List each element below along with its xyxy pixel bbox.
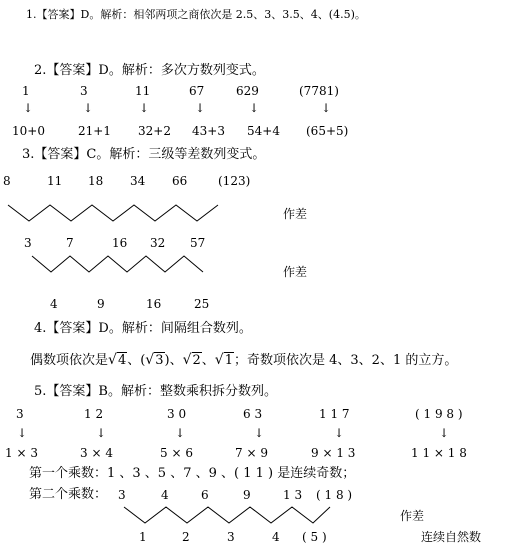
- item1-text: 1.【答案】D。解析：相邻两项之商依次是 2.5、3、3.5、4、(4.5)。: [26, 8, 366, 21]
- item2-top-1: 1: [22, 84, 30, 98]
- down-arrow-icon: ↓: [96, 426, 107, 440]
- item2-bottom-4: 43+3: [192, 124, 225, 138]
- sqrt-icon: √2: [182, 352, 201, 368]
- item5-d-3: 3: [227, 530, 235, 544]
- item2-top-2: 3: [80, 84, 88, 98]
- item5-s-1: 3: [118, 488, 126, 502]
- item5-d-2: 2: [182, 530, 190, 544]
- item5-s-6: ( 1 8 ): [316, 488, 353, 502]
- item3-heading: 3.【答案】C。解析：三级等差数列变式。: [22, 147, 266, 162]
- item5-natural-label: 连续自然数: [421, 530, 482, 544]
- item4-heading: 4.【答案】D。解析：间隔组合数列。: [34, 321, 252, 336]
- item3-r3-4: 25: [194, 297, 210, 311]
- item5-d-5: ( 5 ): [302, 530, 327, 544]
- item3-r1-2: 11: [47, 174, 63, 188]
- item5-top-4: 6 3: [243, 407, 263, 421]
- item5-top-6: ( 1 9 8 ): [415, 407, 463, 421]
- item5-top-1: 3: [16, 407, 24, 421]
- item2-top-5: 629: [236, 84, 259, 98]
- item5-top-3: 3 0: [167, 407, 187, 421]
- item5-bottom-3: 5 × 6: [160, 446, 193, 460]
- sqrt-icon: √1: [214, 352, 233, 368]
- down-arrow-icon: ↓: [334, 426, 345, 440]
- item5-diff-label: 作差: [400, 509, 425, 523]
- item3-r2-5: 57: [190, 236, 206, 250]
- down-arrow-icon: ↓: [175, 426, 186, 440]
- item4-prefix: 偶数项依次是: [30, 353, 109, 368]
- item5-top-2: 1 2: [84, 407, 104, 421]
- item2-heading: 2.【答案】D。解析：多次方数列变式。: [34, 63, 265, 78]
- down-arrow-icon: ↓: [195, 101, 206, 115]
- zigzag-item3-lower: [32, 256, 203, 272]
- item5-d-1: 1: [139, 530, 147, 544]
- item3-r2-3: 16: [112, 236, 128, 250]
- down-arrow-icon: ↓: [249, 101, 260, 115]
- down-arrow-icon: ↓: [83, 101, 94, 115]
- item5-s-2: 4: [161, 488, 169, 502]
- item5-bottom-6: 1 1 × 1 8: [411, 446, 467, 460]
- item3-r1-3: 18: [88, 174, 104, 188]
- item4-line: 偶数项依次是√4、(√3)、√2、√1；奇数项依次是 4、3、2、1 的立方。: [30, 352, 458, 368]
- item5-s-4: 9: [243, 488, 251, 502]
- item4-root-1: 4: [117, 353, 127, 368]
- item3-r2-4: 32: [150, 236, 166, 250]
- item3-r1-4: 34: [130, 174, 146, 188]
- item2-top-3: 11: [135, 84, 151, 98]
- item3-r2-2: 7: [66, 236, 74, 250]
- down-arrow-icon: ↓: [254, 426, 265, 440]
- down-arrow-icon: ↓: [139, 101, 150, 115]
- item5-bottom-4: 7 × 9: [235, 446, 268, 460]
- item2-bottom-1: 10+0: [12, 124, 45, 138]
- item2-bottom-6: (65+5): [306, 124, 349, 138]
- item5-bottom-5: 9 × 1 3: [311, 446, 356, 460]
- item2-top-4: 67: [189, 84, 205, 98]
- item3-diff-label-2: 作差: [283, 265, 308, 279]
- item2-bottom-3: 32+2: [138, 124, 171, 138]
- item4-suffix: ；奇数项依次是 4、3、2、1 的立方。: [234, 353, 458, 368]
- item4-root-2: 3: [155, 353, 164, 368]
- item3-r3-1: 4: [50, 297, 58, 311]
- item5-s-3: 6: [201, 488, 209, 502]
- item2-bottom-5: 54+4: [247, 124, 280, 138]
- item2-bottom-2: 21+1: [78, 124, 111, 138]
- item3-r3-3: 16: [146, 297, 162, 311]
- sqrt-icon: √4: [108, 352, 127, 368]
- item5-top-5: 1 1 7: [319, 407, 350, 421]
- item3-r3-2: 9: [97, 297, 105, 311]
- item3-diff-label-1: 作差: [283, 207, 308, 221]
- item5-second-prefix: 第二个乘数：: [29, 487, 108, 502]
- item5-bottom-1: 1 × 3: [5, 446, 38, 460]
- down-arrow-icon: ↓: [17, 426, 28, 440]
- item3-r1-5: 66: [172, 174, 188, 188]
- down-arrow-icon: ↓: [321, 101, 332, 115]
- item5-first-multiplier: 第一个乘数：1 、3 、5 、7 、9 、( 1 1 ) 是连续奇数；: [29, 466, 356, 481]
- item4-root-4: 1: [224, 353, 233, 368]
- item5-bottom-2: 3 × 4: [80, 446, 113, 460]
- sqrt-icon: √3: [145, 352, 164, 368]
- item5-heading: 5.【答案】B。解析：整数乘积拆分数列。: [34, 384, 277, 399]
- item3-r2-1: 3: [24, 236, 32, 250]
- item3-r1-6: (123): [218, 174, 251, 188]
- zigzag-item5: [124, 507, 330, 523]
- item5-s-5: 1 3: [283, 488, 303, 502]
- zigzag-item3-upper: [8, 205, 218, 221]
- item4-root-3: 2: [192, 353, 201, 368]
- item2-top-6: (7781): [299, 84, 339, 98]
- item5-d-4: 4: [272, 530, 280, 544]
- down-arrow-icon: ↓: [439, 426, 450, 440]
- down-arrow-icon: ↓: [23, 101, 34, 115]
- item3-r1-1: 8: [3, 174, 11, 188]
